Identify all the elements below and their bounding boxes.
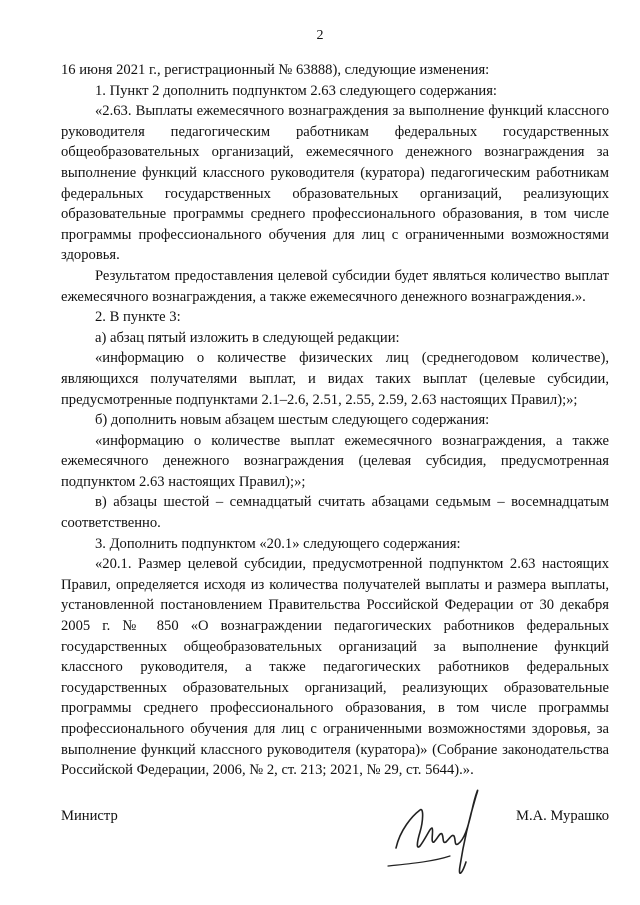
signatory-name: М.А. Мурашко (515, 808, 609, 824)
paragraph-result: Результатом предоставления целевой субсидии будет являться количество выплат ежемесячного вознаграждения, а также ежемесячного денежного вознаграждения.». (61, 267, 609, 305)
signatory-title: Министр (61, 808, 118, 824)
paragraph-subitem-2-63: «2.63. Выплаты ежемесячного вознаграждения за выполнение функций классного руководителя педагогическим работникам федеральных государственных общеобразовательных организаций, ежемесячного денежного вознаграждения за выполнение функций классного руководителя (куратора) педагогическим работникам федеральных государственных образовательных организаций, реализующих образовательные программы среднего профессионального образования, в том числе программы профессионального обучения для лиц с ограниченными возможностями здоровья. (61, 103, 609, 264)
paragraph-item-2a: а) абзац пятый изложить в следующей редакции: (95, 329, 400, 346)
page-number: 2 (316, 28, 324, 43)
paragraph-item-2b-text: «информацию о количестве выплат ежемесячного вознаграждения, а также ежемесячного денежного вознаграждения (целевая субсидия, предусмотренная подпунктом 2.63 настоящих Правил);»; (61, 432, 609, 490)
paragraph-item-2: 2. В пункте 3: (95, 309, 181, 326)
paragraph-item-2b: б) дополнить новым абзацем шестым следующего содержания: (95, 412, 490, 429)
paragraph-subitem-20-1: «20.1. Размер целевой субсидии, предусмотренной подпунктом 2.63 настоящих Правил, определяется исходя из количества получателей выплаты и размера выплаты, установленной постановлением Правительства Российской Федерации от 30 декабря 2005 г. № 850 «О вознаграждении педагогических работников федеральных государственных общеобразовательных организаций за выполнение функций классного руководителя, а также педагогических работников федеральных государственных образовательных организаций, реализующих образовательные программы среднего профессионального образования, в том числе программы профессионального обучения для лиц с ограниченными возможностями здоровья, за выполнение функций классного руководителя (куратора)» (Собрание законодательства Российской Федерации, 2006, № 2, ст. 213; 2021, № 29, ст. 5644).». (61, 556, 609, 779)
paragraph-item-2a-text: «информацию о количестве физических лиц (среднегодовом количестве), являющихся получателями выплат, и видах таких выплат (целевые субсидии, предусмотренные подпунктами 2.1–2.6, 2.51, 2.55, 2.59, 2.63 настоящих Правил);»; (61, 350, 609, 408)
paragraph-item-3: 3. Дополнить подпунктом «20.1» следующего содержания: (95, 535, 461, 552)
handwritten-signature (376, 770, 496, 890)
paragraph-item-2c: в) абзацы шестой – семнадцатый считать абзацами седьмым – восемнадцатым соответственно. (61, 494, 609, 532)
paragraph-item-1: 1. Пункт 2 дополнить подпунктом 2.63 следующего содержания: (95, 82, 497, 99)
document-body (61, 60, 609, 781)
paragraph-continuation: 16 июня 2021 г., регистрационный № 63888), следующие изменения: (61, 62, 490, 78)
